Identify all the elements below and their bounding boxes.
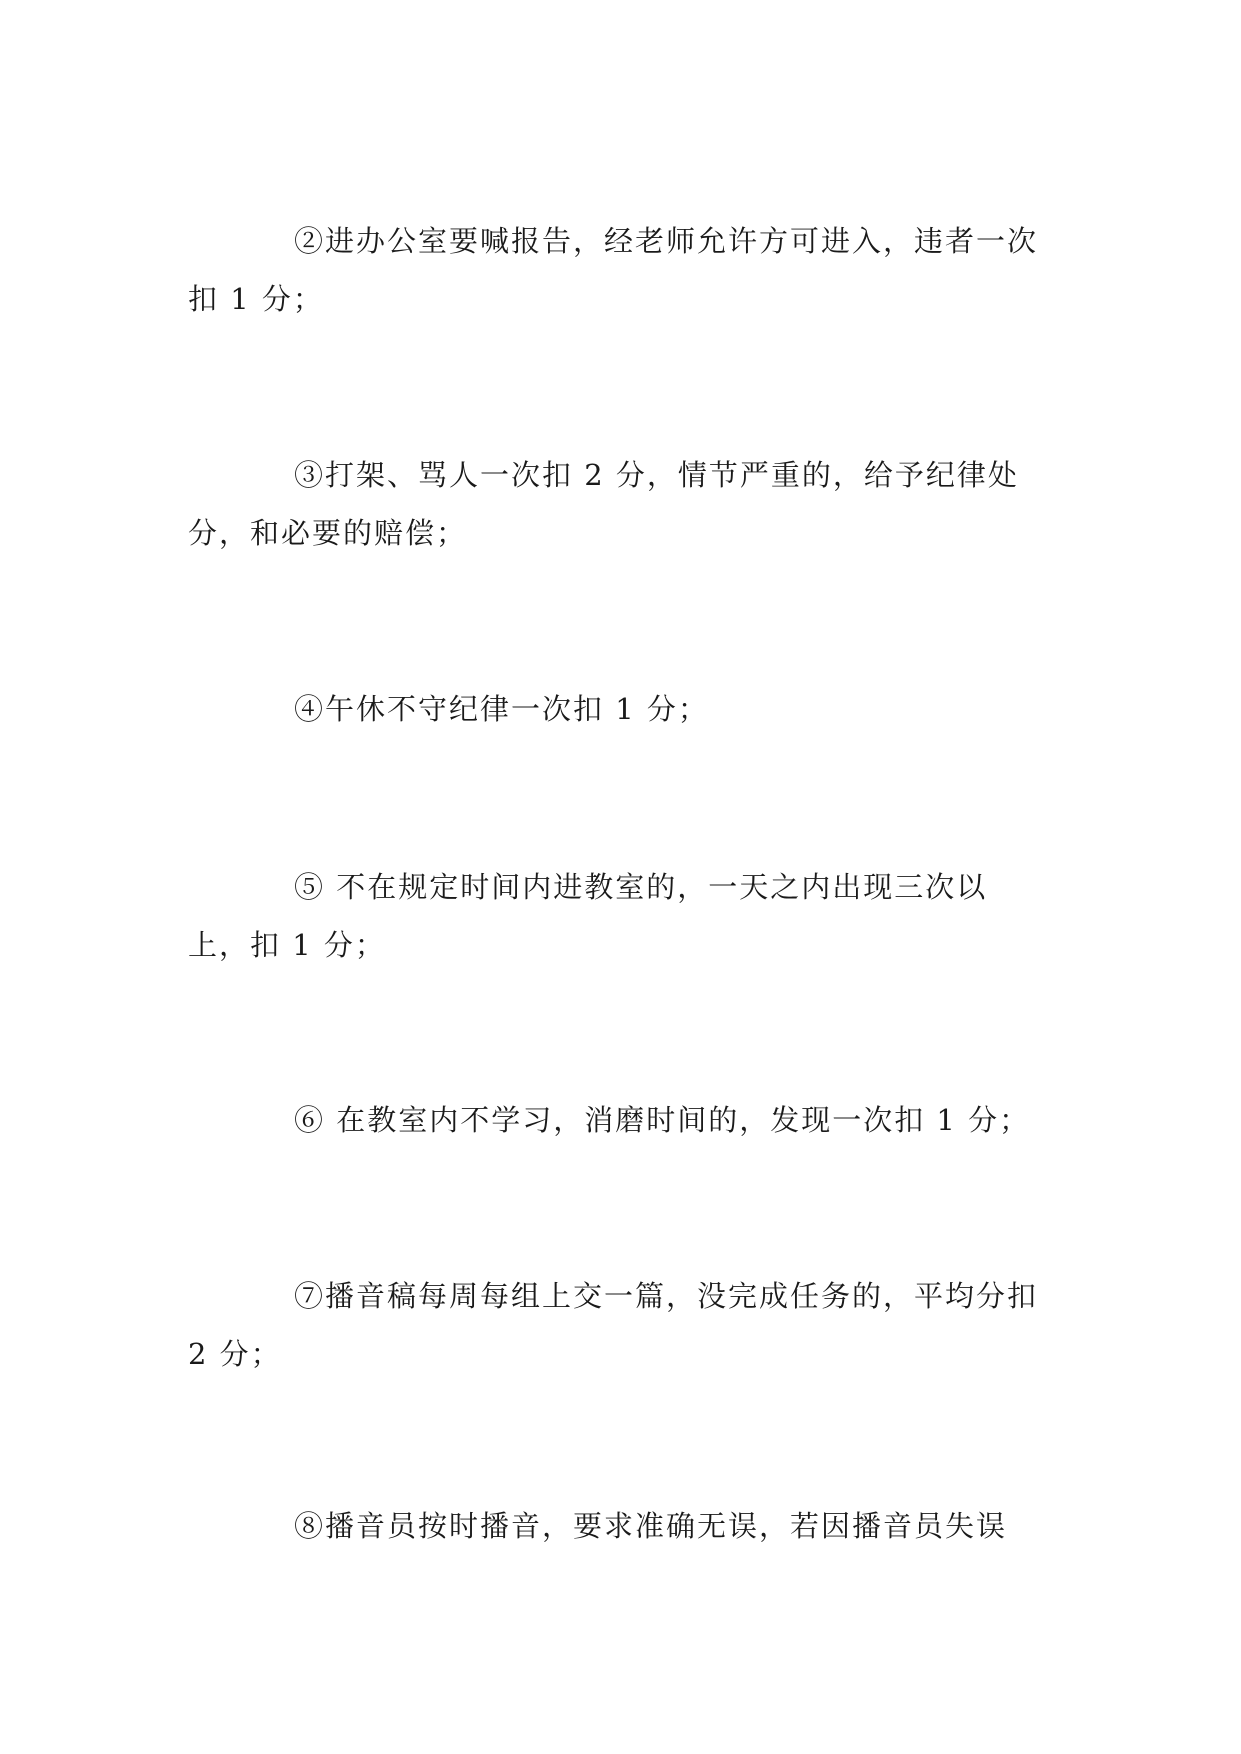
rule-paragraph-2: ②进办公室要喊报告，经老师允许方可进入，违者一次扣 1 分； [188,224,1039,316]
rule-paragraph-7: ⑦播音稿每周每组上交一篇，没完成任务的，平均分扣 2 分； [188,1279,1039,1371]
rule-paragraph-3: ③打架、骂人一次扣 2 分，情节严重的，给予纪律处分，和必要的赔偿； [188,458,1019,550]
rule-paragraph-6: ⑥ 在教室内不学习，消磨时间的，发现一次扣 1 分； [294,1103,1031,1137]
rule-paragraph-4: ④午休不守纪律一次扣 1 分； [294,692,709,726]
rule-paragraph-8: ⑧播音员按时播音，要求准确无误，若因播音员失误 [294,1509,1008,1543]
rule-paragraph-5: ⑤ 不在规定时间内进教室的，一天之内出现三次以上，扣 1 分； [188,870,988,962]
